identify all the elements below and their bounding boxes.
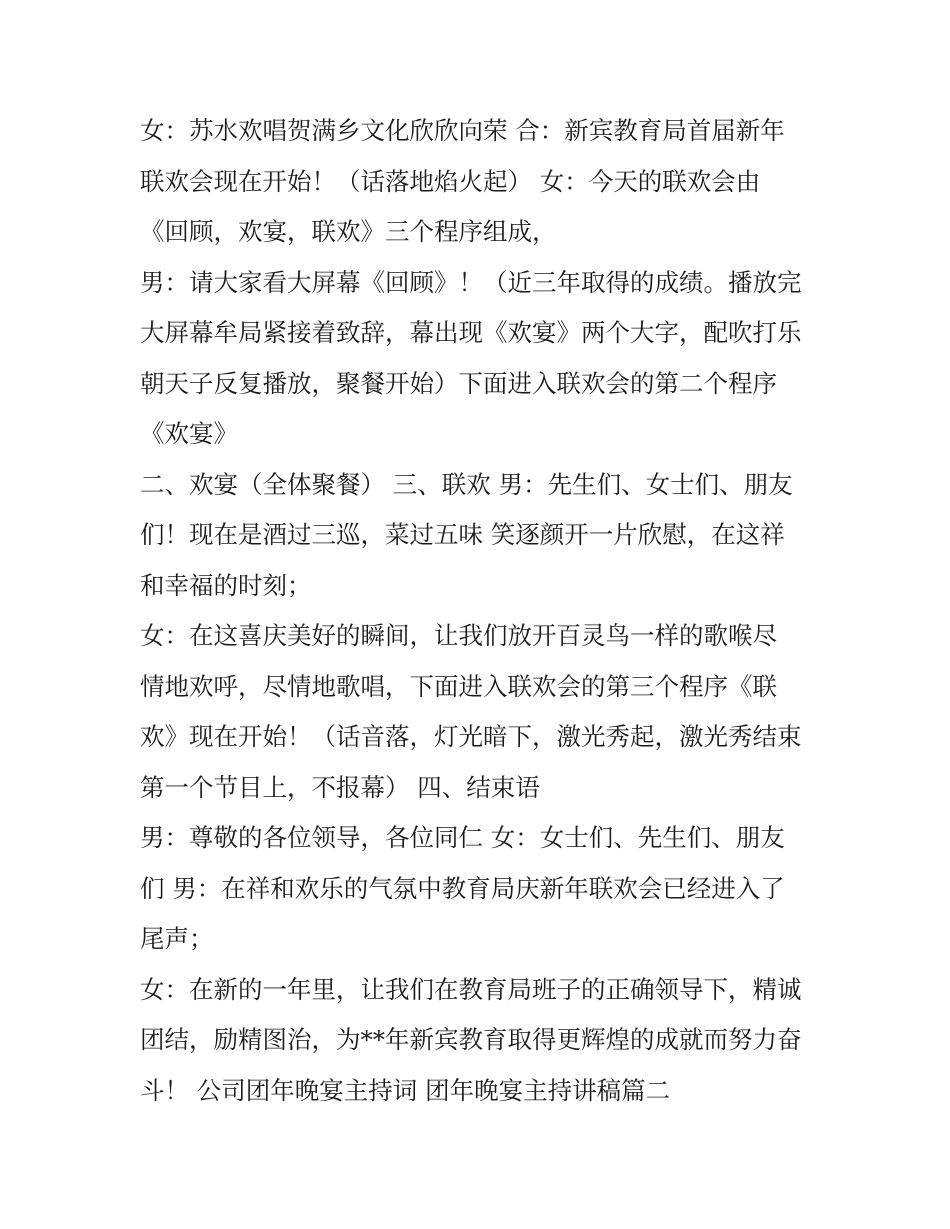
text-line: 尾声； xyxy=(140,924,214,953)
text-line: 们 男：在祥和欢乐的气氛中教育局庆新年联欢会已经进入了 xyxy=(140,873,785,903)
text-line: 女：苏水欢唱贺满乡文化欣欣向荣 合：新宾教育局首届新年 xyxy=(140,116,785,145)
text-line: 《回顾，欢宴，联欢》三个程序组成， xyxy=(140,217,557,246)
text-line: 女：在这喜庆美好的瞬间，让我们放开百灵鸟一样的歌喉尽 xyxy=(140,621,777,650)
text-line: 和幸福的时刻； xyxy=(140,570,312,600)
text-line: 情地欢呼，尽情地歌唱，下面进入联欢会的第三个程序《联 xyxy=(140,671,777,701)
text-line: 二、欢宴（全体聚餐） 三、联欢 男：先生们、女士们、朋友 xyxy=(140,469,793,499)
text-line: 大屏幕牟局紧接着致辞，幕出现《欢宴》两个大字，配吹打乐 xyxy=(140,318,802,347)
text-line: 团结，励精图治，为**年新宾教育取得更辉煌的成就而努力奋 xyxy=(140,1025,802,1054)
text-line: 第一个节目上，不报幕） 四、结束语 xyxy=(140,772,540,802)
text-line: 联欢会现在开始！（话落地焰火起） 女：今天的联欢会由 xyxy=(140,166,761,196)
text-line: 们！现在是酒过三巡，菜过五味 笑逐颜开一片欣慰，在这祥 xyxy=(140,520,785,549)
text-line: 斗！ 公司团年晚宴主持词 团年晚宴主持讲稿篇二 xyxy=(140,1075,671,1105)
text-line: 女：在新的一年里，让我们在教育局班子的正确领导下，精诚 xyxy=(140,974,802,1004)
text-line: 朝天子反复播放，聚餐开始）下面进入联欢会的第二个程序 xyxy=(140,368,777,398)
text-line: 男：尊敬的各位领导，各位同仁 女：女士们、先生们、朋友 xyxy=(140,823,785,852)
text-line: 《欢宴》 xyxy=(140,419,238,448)
document-body-text xyxy=(140,106,820,1116)
text-line: 欢》现在开始！（话音落，灯光暗下，激光秀起，激光秀结束 xyxy=(140,722,802,751)
text-line: 男：请大家看大屏幕《回顾》！（近三年取得的成绩。播放完 xyxy=(140,267,802,297)
